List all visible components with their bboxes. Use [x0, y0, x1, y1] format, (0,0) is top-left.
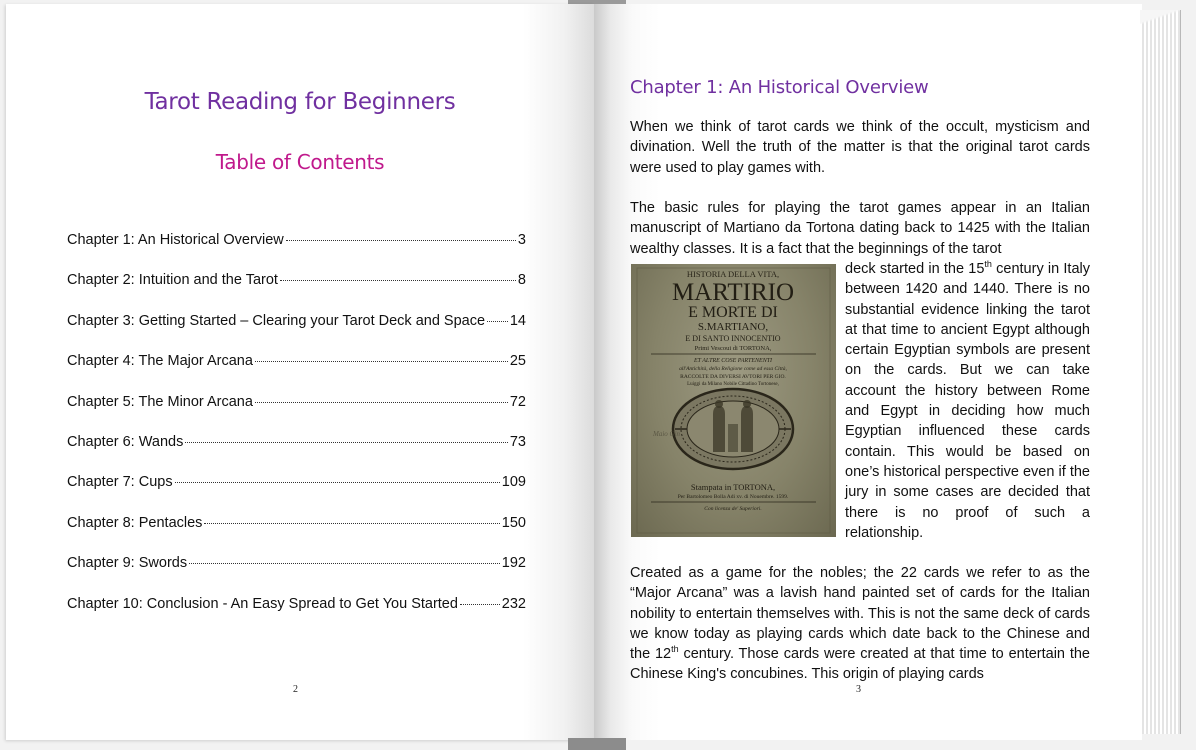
image-line2: MARTIRIO: [671, 279, 795, 306]
image-line6: Primi Vescoui di TORTONA,: [694, 345, 772, 352]
image-line1: HISTORIA DELLA VITA,: [686, 269, 780, 279]
paragraph-rules: The basic rules for playing the tarot games appear in an Italian manuscript of Martiano da Tortona dating back to 1425 with the Italian wealthy classes. It is a fact that the beginnings of the tarot: [630, 200, 1090, 257]
paragraph-wrapped: [845, 259, 1090, 543]
svg-text:Maio Gin: Maio Gin: [653, 430, 681, 438]
toc-entry[interactable]: [67, 474, 526, 514]
toc-entry-title: Chapter 2: Intuition and the Tarot: [67, 272, 278, 289]
toc-entry-title: Chapter 7: Cups: [67, 474, 173, 491]
toc-dot-leader: [487, 321, 508, 322]
image-line9: RACCOLTE DA DIVERSI AVTORI PER GIO.: [680, 374, 786, 380]
toc-entry[interactable]: [67, 232, 526, 272]
toc-entry[interactable]: [67, 272, 526, 312]
toc-dot-leader: [286, 240, 516, 241]
image-line5: E DI SANTO INNOCENTIO: [685, 334, 781, 343]
para3-text-b: century. Those cards were created at that time to entertain the Chinese King's concubines. This origin of playing cards: [630, 646, 1090, 683]
toc-entry[interactable]: [67, 515, 526, 555]
toc-entry-title: Chapter 10: Conclusion - An Easy Spread to Get You Started: [67, 595, 458, 612]
page-stack-cap: [1140, 10, 1180, 24]
toc-entry-page: 109: [501, 474, 526, 491]
toc-dot-leader: [175, 482, 500, 483]
toc-entry-page: 232: [501, 595, 526, 612]
toc-entry-page: 3: [517, 232, 526, 248]
image-line8: all'Antichità, della Religione come ad essa Città,: [679, 366, 787, 372]
toc-entry[interactable]: [67, 555, 526, 595]
para3-text-a: Created as a game for the nobles; the 22 cards we refer to as the “Major Arcana” was a lavish hand painted set of cards for the Italian nobility to entertain themselves with. This is not the same deck of cards we know today as playing cards which date back to the Chinese and the 12: [630, 565, 1090, 663]
wrap-text-b: century in Italy between 1420 and 1440. There is no substantial evidence linking the tarot at that time to ancient Egypt although certain Egyptian symbols are present on the cards. But we can take account the history between Rome and Egypt in deciding how much Egyptian influenced these cards contain. This would be based on one’s historical perspective even if the jury in some cases are decided that there is no proof of such a relationship.: [845, 261, 1090, 541]
toc-entry[interactable]: [67, 394, 526, 434]
historia-title-page-image: [631, 264, 836, 537]
toc-entry[interactable]: [67, 353, 526, 393]
toc-entry[interactable]: [67, 434, 526, 474]
toc-entry-title: Chapter 3: Getting Started – Clearing your Tarot Deck and Space: [67, 312, 486, 329]
toc-dot-leader: [255, 361, 508, 362]
toc-entry-title: Chapter 8: Pentacles: [67, 514, 203, 531]
toc-entry[interactable]: [67, 596, 526, 636]
toc-dot-leader: [280, 280, 516, 281]
toc-dot-leader: [185, 442, 508, 443]
image-line13: Con licenza de' Superiori.: [704, 506, 762, 512]
wrap-text-a: deck started in the 15: [845, 261, 985, 277]
toc-heading: Table of Contents: [215, 150, 385, 174]
image-line7: ET ALTRE COSE PARTENENTI: [693, 358, 773, 364]
paragraph-intro: When we think of tarot cards we think of the occult, mysticism and divination. Well the truth of the matter is that the original tarot cards were used to play games with.: [630, 119, 1090, 176]
toc-entry-title: Chapter 6: Wands: [67, 433, 184, 450]
toc-entry-title: Chapter 9: Swords: [67, 555, 188, 572]
left-page-number: 2: [293, 684, 298, 695]
toc-entry-page: 72: [509, 393, 526, 410]
toc-entry-page: 73: [509, 433, 526, 450]
toc-dot-leader: [189, 563, 500, 564]
page-stack-edge: [1140, 10, 1181, 734]
image-line10: Luiggi da Milano Nobile Cittadino Tortonese,: [687, 382, 779, 387]
chapter-heading: Chapter 1: An Historical Overview: [630, 77, 929, 98]
toc-entry-title: Chapter 1: An Historical Overview: [67, 232, 284, 248]
toc-entry-page: 14: [509, 312, 526, 329]
toc-entry-page: 192: [501, 555, 526, 572]
engraved-oval-emblem: [673, 389, 793, 469]
image-line4: S.MARTIANO,: [697, 321, 769, 333]
toc-entry-page: 8: [517, 272, 526, 289]
toc-entry-page: 25: [509, 353, 526, 370]
toc-entry-title: Chapter 4: The Major Arcana: [67, 353, 253, 370]
toc-dot-leader: [204, 523, 499, 524]
toc-dot-leader: [460, 604, 500, 605]
image-line12: Per Bartolomeo Bolla Adi xv. di Nouembre. 1599.: [677, 494, 789, 500]
table-of-contents: [67, 232, 526, 636]
toc-entry-title: Chapter 5: The Minor Arcana: [67, 393, 253, 410]
toc-entry[interactable]: [67, 313, 526, 353]
paragraph-major-arcana: [630, 563, 1090, 685]
right-page-number: 3: [856, 684, 861, 695]
image-line3: E MORTE DI: [688, 304, 778, 321]
para3-superscript: th: [671, 644, 679, 655]
image-line11: Stampata in TORTONA,: [690, 482, 776, 492]
wrap-superscript: th: [984, 259, 992, 270]
title-page-engraving: [631, 264, 836, 537]
book-spine-bottom: [568, 738, 626, 750]
toc-dot-leader: [255, 402, 508, 403]
toc-entry-page: 150: [501, 514, 526, 531]
book-title: Tarot Reading for Beginners: [144, 89, 456, 115]
